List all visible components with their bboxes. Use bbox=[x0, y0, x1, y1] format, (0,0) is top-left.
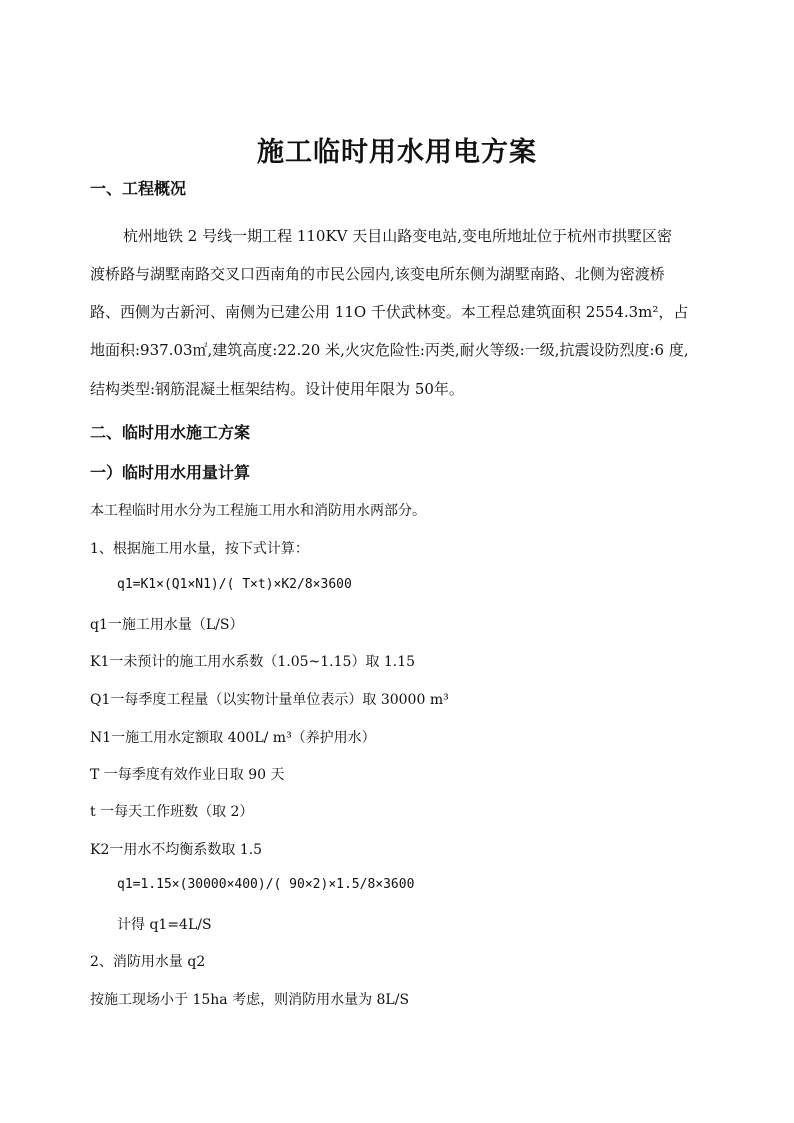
result-text: 计得 q1=4L/S bbox=[117, 917, 212, 933]
definition-line: T 一每季度有效作业日取 90 天 bbox=[90, 767, 285, 783]
document-title: 施工临时用水用电方案 bbox=[257, 137, 537, 168]
definition-line: t 一每天工作班数（取 2） bbox=[90, 804, 254, 820]
intro-text: 本工程临时用水分为工程施工用水和消防用水两部分。 bbox=[90, 503, 426, 519]
section-1-line-4: 地面积:937.03㎡,建筑高度:22.20 米,火灾危险性:丙类,耐火等级:一级,抗震设防烈度:6 度, bbox=[90, 341, 689, 359]
calculation-text: q1=1.15×(30000×400)/( 90×2)×1.5/8×3600 bbox=[117, 877, 415, 892]
section-1-line-3: 路、西侧为古新河、南侧为已建公用 11O 千伏武林变。本工程总建筑面积 2554.3m²，占 bbox=[90, 303, 689, 321]
section-1-line-2: 渡桥路与湖墅南路交叉口西南角的市民公园内,该变电所东侧为湖墅南路、北侧为密渡桥 bbox=[90, 265, 665, 283]
definition-line: q1一施工用水量（L/S） bbox=[90, 617, 244, 633]
section-2-heading: 二、临时用水施工方案 bbox=[90, 423, 251, 442]
item-1-text: 1、根据施工用水量，按下式计算： bbox=[90, 541, 309, 557]
section-1-line-1: 杭州地铁 2 号线一期工程 110KV 天目山路变电站,变电所地址位于杭州市拱墅区密 bbox=[123, 227, 673, 245]
definition-line: K1一未预计的施工用水系数（1.05~1.15）取 1.15 bbox=[90, 654, 416, 670]
definition-line: Q1一每季度工程量（以实物计量单位表示）取 30000 m³ bbox=[90, 692, 449, 708]
section-1-line-5: 结构类型:钢筋混凝土框架结构。设计使用年限为 50年。 bbox=[90, 380, 464, 398]
definition-line: N1一施工用水定额取 400L/ m³（养护用水） bbox=[90, 730, 376, 746]
item-2-text: 2、消防用水量 q2 bbox=[90, 954, 206, 970]
section-1-heading: 一、工程概况 bbox=[90, 179, 187, 198]
definition-line: K2一用水不均衡系数取 1.5 bbox=[90, 842, 263, 858]
item-2-detail: 按施工现场小于 15ha 考虑，则消防用水量为 8L/S bbox=[90, 992, 410, 1008]
subsection-1-heading: 一）临时用水用量计算 bbox=[90, 463, 251, 482]
formula-text: q1=K1×(Q1×N1)/( T×t)×K2/8×3600 bbox=[117, 577, 352, 592]
